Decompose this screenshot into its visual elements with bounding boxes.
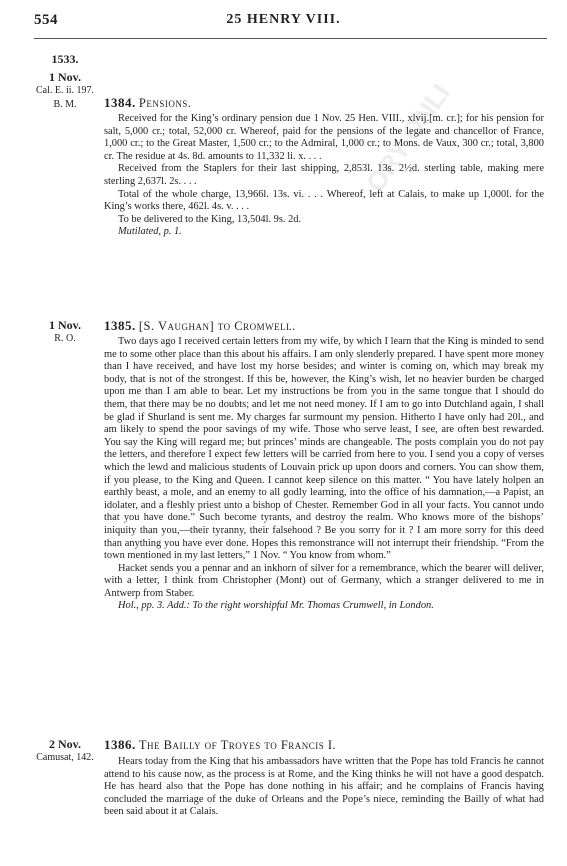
margin-ref: Cal. E. ii. 197. <box>35 85 95 96</box>
margin-year: 1533. <box>51 52 79 66</box>
entry-1386-body <box>104 756 544 819</box>
entry-footnote: Hol., pp. 3. Add.: To the right worshipful Mr. Thomas Crumwell, in London. <box>118 600 434 612</box>
paragraph: Two days ago I received certain letters from my wife, by which I learn that the King is minded to send me to some other place than this about his affairs. I am only slenderly prepared. I have spent more money than I have received, and have lost my horse besides; and winter is coming on, which may break my body, that is not of the strongest. If this be, however, the King’s wish, let no heavier burden be charged upon me than I am able to bear. Let my instructions be from you in the same tongue that I should do them, that there may be no doubts; and let me not need money. If I am to go into Dutchland again, I shall be glad if Shurland is sent me. My charges far surmount my pension. Hitherto I have only had 20l., and am likely to spend the poor savings of my wife. Those who serve least, I see, are often best rewarded. You say the King will regard me; but princes’ minds are changeable. The posts complain you do not pay the letters, and therefore I expect few letters will be carried from here to you. I send you a copy of verses which the lewd and malicious students of Louvain prick up upon doors and corners. You can show them, if you please, to the King and Queen. I cannot keep silence on this matter. “ You have lately holpen an earthly beast, a mole, and an enemy to all godly learning, into the office of his damnation,—a Papist, an idolater, and a fleshly priest unto a bishop of Chester. Remember God in all your facts. You cannot undo that you have done.” Such become tyrants, and destroy the realm. Who knows more of the bishops’ iniquity than you,—their tyranny, their falsehood ? Be you sorry for it ? I am more sorry for this deed than anything you have ever done. Hopes this remonstrance will not interrupt their friendship. “From the town mentioned in my last letters,” 1 Nov. “ You know from whom.” <box>104 336 544 562</box>
page-number: 554 <box>34 12 58 28</box>
entry-1385-body <box>104 336 544 613</box>
entry-title: The Bailly of Troyes to Francis I. <box>138 738 337 752</box>
entry-1386-margin <box>30 737 100 765</box>
entry-1384-margin <box>30 52 100 112</box>
paragraph: Received for the King’s ordinary pension due 1 Nov. 25 Hen. VIII., xlvij.[m. cr.]; for his pension for salt, 5,000 cr.; total, 52,000 cr. Whereof, paid for the pensions of the legate and chancellor of France, 1,000 cr.; to the Great Master, 1,500 cr.; to the Admiral, 1,000 cr.; to Mons. de Vaux, 300 cr.; total, 3,800 cr. The residue at 4s. 8d. amounts to 11,332 li. x. . . . <box>104 113 544 162</box>
paragraph: Received from the Staplers for their last shipping, 2,853l. 13s. 2½d. sterling table, making mere sterling 2,637l. 2s. . . . <box>104 163 544 187</box>
entry-1384-body <box>104 113 544 239</box>
entry-number: 1386. <box>104 737 136 752</box>
margin-date: 1 Nov. <box>48 318 81 332</box>
margin-ref: B. M. <box>53 99 77 110</box>
margin-date: 2 Nov. <box>48 737 81 751</box>
running-title: 25 HENRY VIII. <box>226 12 341 27</box>
margin-ref: R. O. <box>54 333 76 344</box>
paragraph: Hears today from the King that his ambassadors have written that the Pope has told Francis he cannot attend to his cause now, as the process is at Rome, and the King thinks he will not have a good despatch. He has heard also that the Pope has done nothing in his affair; and he complains of Francis having concluded the marriage of the duke of Orleans and the Pope’s niece, reminding the Bailly of what had been said about it at Calais. <box>104 756 544 818</box>
entry-number: 1385. <box>104 318 136 333</box>
margin-date: 1 Nov. <box>48 70 81 84</box>
paragraph: To be delivered to the King, 13,504l. 9s. 2d. <box>118 213 302 225</box>
entry-1385-heading <box>104 318 296 334</box>
entry-title: Pensions. <box>138 96 192 110</box>
entry-footnote: Mutilated, p. 1. <box>118 226 182 238</box>
entry-1384-heading <box>104 95 191 111</box>
page-header <box>0 12 567 34</box>
paragraph: Hacket sends you a pennar and an inkhorn of silver for a remembrance, which the bearer will deliver, with a letter, I think from Christopher (Mont) out of Germany, which a stranger delivered to me in Antwerp from Staber. <box>104 562 544 599</box>
entry-number: 1384. <box>104 95 136 110</box>
watermark: ORY ONLI <box>360 78 456 198</box>
entry-1385-margin <box>30 318 100 346</box>
paragraph: Total of the whole charge, 13,966l. 13s. vi. . . . Whereof, left at Calais, to make up 1,000l. for the King’s works there, 462l. 4s. v. . . . <box>104 188 544 213</box>
header-rule <box>34 38 547 39</box>
entry-1386-heading <box>104 737 336 753</box>
entry-title: [S. Vaughan] to Cromwell. <box>138 319 296 333</box>
margin-ref: Camusat, 142. <box>36 752 94 763</box>
